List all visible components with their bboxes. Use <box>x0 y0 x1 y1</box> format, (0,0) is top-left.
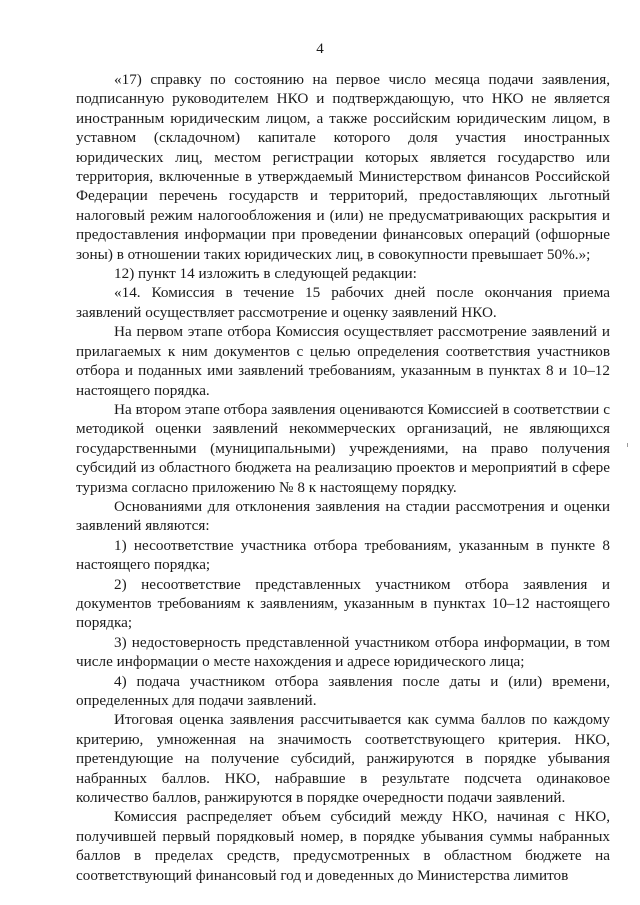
paragraph-amendment-12: 12) пункт 14 изложить в следующей редакции: <box>114 265 417 283</box>
list-item-ground-4: 4) подача участником отбора заявления после даты и (или) времени, определенных для подачи заявлений. <box>76 672 610 709</box>
paragraph-second-stage: На втором этапе отбора заявления оцениваются Комиссией в соответствии с методикой оценки заявлений некоммерческих организаций, не являющихся государственными (муниципальными) учреждениями, на право получения субсидий из областного бюджета на реализацию проектов и мероприятий в сфере туризма согласно приложению № 8 к настоящему порядку. <box>76 400 610 496</box>
list-item-ground-3: 3) недостоверность представленной участником отбора информации, в том числе информации о месте нахождения и адресе юридического лица; <box>76 633 610 671</box>
paragraph-subsidy-distribution: Комиссия распределяет объем субсидий между НКО, начиная с НКО, получившей первый порядковый номер, в порядке убывания суммы набранных баллов в пределах средств, предусмотренных в областном бюджете на соответствующий финансовый год и доведенных до Министерства лимитов <box>76 808 610 884</box>
paragraph-item-14: «14. Комиссия в течение 15 рабочих дней после окончания приема заявлений осуществляет рассмотрение и оценку заявлений НКО. <box>76 284 610 321</box>
paragraph-rejection-grounds: Основаниями для отклонения заявления на стадии рассмотрения и оценки заявлений являются: <box>76 497 610 535</box>
page-number: 4 <box>316 41 324 57</box>
paragraph-final-score: Итоговая оценка заявления рассчитывается как сумма баллов по каждому критерию, умноженная на значимость соответствующего критерия. НКО, претендующие на получение субсидий, ранжируются в порядке убывания набранных баллов. НКО, набравшие в результате подсчета одинаковое количество баллов, ранжируются в порядке очередности подачи заявлений. <box>76 711 610 807</box>
scan-artifact <box>627 443 628 447</box>
list-item-ground-1: 1) несоответствие участника отбора требованиям, указанным в пункте 8 настоящего порядка; <box>76 536 610 574</box>
paragraph-first-stage: На первом этапе отбора Комиссия осуществляет рассмотрение заявлений и прилагаемых к ним документов с целью определения соответствия участников отбора и поданных ими заявлений требованиям, указанным в пунктах 8 и 10–12 настоящего порядка. <box>76 323 610 399</box>
paragraph-item-17: «17) справку по состоянию на первое число месяца подачи заявления, подписанную руководителем НКО и подтверждающую, что НКО не является иностранным юридическим лицом, а также российским юридическим лицом, в уставном (складочном) капитале которого доля участия иностранных юридических лиц, местом регистрации которых является государство или территория, включенные в утверждаемый Министерством финансов Российской Федерации перечень государств и территорий, предоставляющих льготный налоговый режим налогообложения и (или) не предусматривающих раскрытия и предоставления информации при проведении финансовых операций (офшорные зоны) в отношении таких юридических лиц, в совокупности превышает 50%.»; <box>76 71 610 263</box>
list-item-ground-2: 2) несоответствие представленных участником отбора заявления и документов требованиям к заявлениям, указанным в пунктах 10–12 настоящего порядка; <box>76 575 610 632</box>
document-body <box>76 70 610 885</box>
